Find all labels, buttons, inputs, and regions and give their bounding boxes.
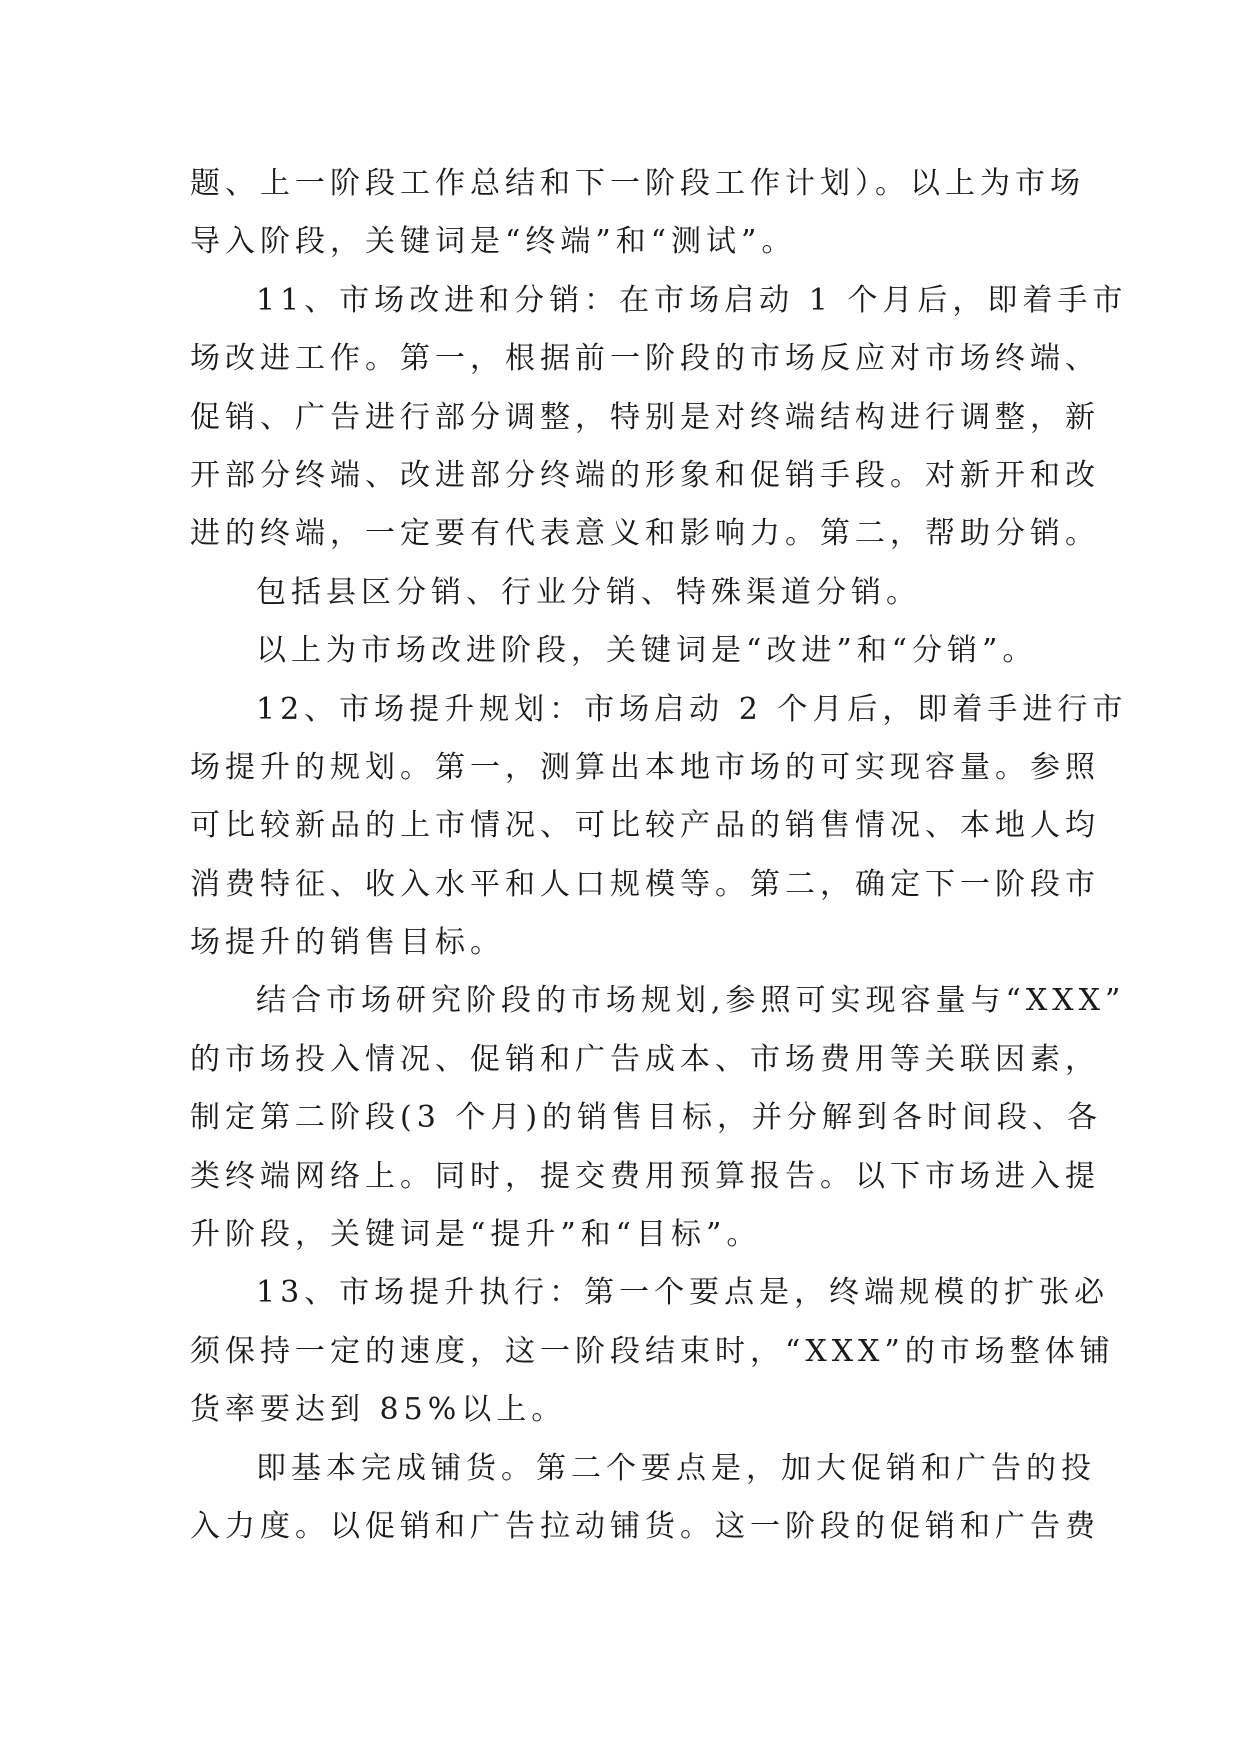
text-line: 12、市场提升规划：市场启动 2 个月后，即着手进行市 [256, 691, 1128, 727]
text-line: 场提升的规划。第一，测算出本地市场的可实现容量。参照 [190, 749, 1100, 785]
text-line: 场提升的销售目标。 [190, 925, 505, 961]
text-line: 结合市场研究阶段的市场规划,参照可实现容量与“XXX” [256, 983, 1126, 1019]
text-line: 类终端网络上。同时，提交费用预算报告。以下市场进入提 [190, 1158, 1100, 1194]
text-line: 即基本完成铺货。第二个要点是，加大促销和广告的投 [256, 1450, 1096, 1486]
text-line: 的市场投入情况、促销和广告成本、市场费用等关联因素， [190, 1041, 1100, 1077]
text-line: 制定第二阶段(3 个月)的销售目标，并分解到各时间段、各 [190, 1100, 1103, 1136]
text-line: 消费特征、收入水平和人口规模等。第二，确定下一阶段市 [190, 866, 1100, 902]
text-line: 升阶段，关键词是“提升”和“目标”。 [190, 1217, 762, 1253]
text-line: 促销、广告进行部分调整，特别是对终端结构进行调整，新 [190, 399, 1100, 435]
text-line: 入力度。以促销和广告拉动铺货。这一阶段的促销和广告费 [190, 1508, 1100, 1544]
text-line: 场改进工作。第一，根据前一阶段的市场反应对市场终端、 [190, 341, 1100, 377]
text-line: 导入阶段，关键词是“终端”和“测试”。 [190, 224, 797, 260]
text-line: 开部分终端、改进部分终端的形象和促销手段。对新开和改 [190, 457, 1100, 493]
text-line: 须保持一定的速度，这一阶段结束时，“XXX”的市场整体铺 [190, 1333, 1115, 1369]
text-line: 11、市场改进和分销：在市场启动 1 个月后，即着手市 [256, 282, 1128, 318]
text-line: 13、市场提升执行：第一个要点是，终端规模的扩张必 [256, 1275, 1110, 1311]
text-line: 包括县区分销、行业分销、特殊渠道分销。 [256, 574, 921, 610]
text-line: 题、上一阶段工作总结和下一阶段工作计划）。以上为市场 [190, 166, 1085, 201]
text-line: 以上为市场改进阶段，关键词是“改进”和“分销”。 [256, 633, 1038, 669]
text-line: 货率要达到 85%以上。 [190, 1392, 567, 1428]
text-line: 可比较新品的上市情况、可比较产品的销售情况、本地人均 [190, 808, 1100, 844]
text-line: 进的终端，一定要有代表意义和影响力。第二，帮助分销。 [190, 516, 1100, 552]
body-text [190, 155, 1128, 1556]
